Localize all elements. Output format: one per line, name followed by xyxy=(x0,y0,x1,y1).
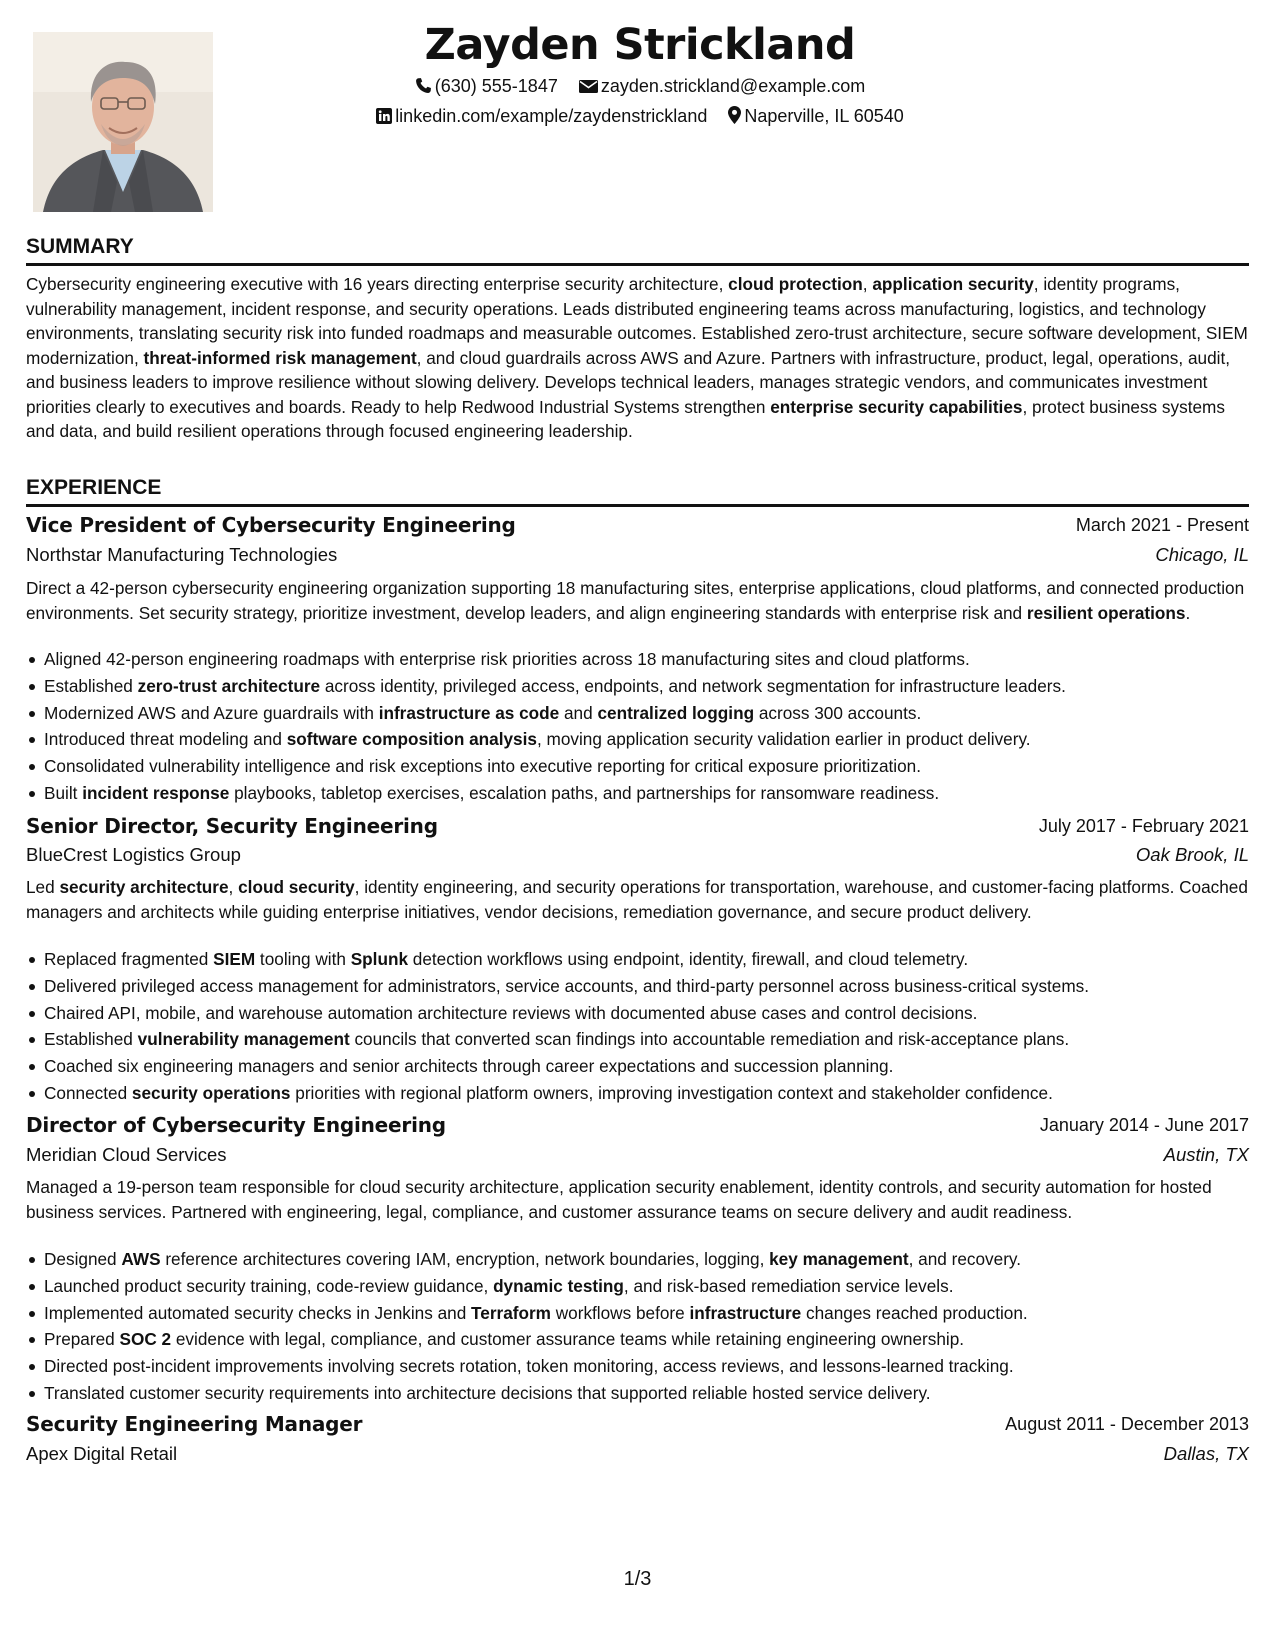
envelope-icon xyxy=(579,79,598,94)
job-location: Oak Brook, IL xyxy=(1135,844,1249,865)
job-location: Austin, TX xyxy=(1163,1144,1249,1165)
list-item: Connected security operations priorities with regional platform owners, improving investigation context and stakeholder confidence. xyxy=(26,1080,1248,1107)
job-title: Security Engineering Manager xyxy=(26,1412,363,1436)
linkedin-contact[interactable] xyxy=(376,106,707,127)
email-contact[interactable] xyxy=(579,76,865,97)
contact-line-1 xyxy=(240,76,1040,97)
location-contact xyxy=(728,106,903,127)
experience-heading: EXPERIENCE xyxy=(26,476,162,499)
list-item: Designed AWS reference architectures covering IAM, encryption, network boundaries, logging, key management, and recovery. xyxy=(26,1246,1248,1273)
profile-photo xyxy=(33,32,213,212)
list-item: Established vulnerability management councils that converted scan findings into accountable remediation and risk-acceptance plans. xyxy=(26,1026,1248,1053)
phone-icon xyxy=(415,77,432,94)
list-item: Coached six engineering managers and senior architects through career expectations and succession planning. xyxy=(26,1053,1248,1080)
email-address: zayden.strickland@example.com xyxy=(600,76,866,96)
job-bullets xyxy=(26,946,1248,1107)
list-item: Replaced fragmented SIEM tooling with Splunk detection workflows using endpoint, identity, firewall, and cloud telemetry. xyxy=(26,946,1248,973)
list-item: Modernized AWS and Azure guardrails with infrastructure as code and centralized logging across 300 accounts. xyxy=(26,700,1248,727)
summary-heading: SUMMARY xyxy=(26,235,134,258)
job-description: Managed a 19-person team responsible for cloud security architecture, application security enablement, identity controls, and security automation for hosted business services. Partnered with engineering, legal, compliance, and customer assurance teams on secure delivery and audit readiness. xyxy=(26,1177,1212,1222)
linkedin-url: linkedin.com/example/zaydenstrickland xyxy=(395,106,708,126)
location-text: Naperville, IL 60540 xyxy=(744,106,904,126)
job-title: Vice President of Cybersecurity Engineering xyxy=(26,513,516,537)
job-description: Led security architecture, cloud security, identity engineering, and security operations for transportation, warehouse, and customer-facing platforms. Coached managers and architects while guiding enterprise initiatives, vendor decisions, remediation governance, and secure product delivery. xyxy=(26,877,1248,922)
job-company: Northstar Manufacturing Technologies xyxy=(26,544,338,565)
job-title: Director of Cybersecurity Engineering xyxy=(26,1113,446,1137)
contact-line-2 xyxy=(240,106,1040,127)
list-item: Chaired API, mobile, and warehouse automation architecture reviews with documented abuse cases and control decisions. xyxy=(26,1000,1248,1027)
job-company: Meridian Cloud Services xyxy=(26,1144,227,1165)
summary-text: Cybersecurity engineering executive with 16 years directing enterprise security architecture, cloud protection, application security, identity programs, vulnerability management, incident response, and security operations. Leads distributed engineering teams across manufacturing, logistics, and technology environments, translating security risk into funded roadmaps and measurable outcomes. Established zero-trust architecture, secure software development, SIEM modernization, threat-informed risk management, and cloud guardrails across AWS and Azure. Partners with infrastructure, product, legal, operations, audit, and business leaders to improve resilience without slowing delivery. Develops technical leaders, manages strategic vendors, and communicates investment priorities clearly to executives and boards. Ready to help Redwood Industrial Systems strengthen enterprise security capabilities, protect business systems and data, and build resilient operations through focused engineering leadership. xyxy=(26,274,1248,441)
list-item: Consolidated vulnerability intelligence and risk exceptions into executive reporting for critical exposure prioritization. xyxy=(26,753,1248,780)
job-dates: March 2021 - Present xyxy=(1075,515,1249,535)
list-item: Translated customer security requirements into architecture decisions that supported reliable hosted service delivery. xyxy=(26,1380,1248,1407)
list-item: Introduced threat modeling and software composition analysis, moving application security validation earlier in product delivery. xyxy=(26,726,1248,753)
list-item: Delivered privileged access management for administrators, service accounts, and third-party personnel across business-critical systems. xyxy=(26,973,1248,1000)
job-bullets xyxy=(26,1246,1248,1407)
list-item: Established zero-trust architecture across identity, privileged access, endpoints, and network segmentation for infrastructure leaders. xyxy=(26,673,1248,700)
job-dates: January 2014 - June 2017 xyxy=(1039,1115,1249,1135)
job-title: Senior Director, Security Engineering xyxy=(26,814,438,838)
job-dates: July 2017 - February 2021 xyxy=(1038,816,1249,836)
linkedin-icon xyxy=(376,108,392,124)
job-company: BlueCrest Logistics Group xyxy=(26,844,241,865)
page-number: 1/3 xyxy=(623,1568,652,1590)
experience-divider xyxy=(26,504,1249,507)
list-item: Directed post-incident improvements involving secrets rotation, token monitoring, access reviews, and lessons-learned tracking. xyxy=(26,1353,1248,1380)
job-location: Chicago, IL xyxy=(1155,544,1249,565)
job-description: Direct a 42-person cybersecurity engineering organization supporting 18 manufacturing sites, enterprise applications, cloud platforms, and connected production environments. Set security strategy, prioritize investment, develop leaders, and align engineering standards with enterprise risk and resilient operations. xyxy=(26,578,1245,623)
list-item: Implemented automated security checks in Jenkins and Terraform workflows before infrastructure changes reached production. xyxy=(26,1300,1248,1327)
list-item: Built incident response playbooks, tabletop exercises, escalation paths, and partnerships for ransomware readiness. xyxy=(26,780,1248,807)
job-company: Apex Digital Retail xyxy=(26,1443,178,1464)
phone-number: (630) 555-1847 xyxy=(434,76,558,96)
job-bullets xyxy=(26,646,1248,807)
map-pin-icon xyxy=(728,106,741,124)
summary-divider xyxy=(26,263,1249,266)
list-item: Prepared SOC 2 evidence with legal, compliance, and customer assurance teams while retaining engineering ownership. xyxy=(26,1326,1248,1353)
candidate-name: Zayden Strickland xyxy=(424,20,856,70)
job-location: Dallas, TX xyxy=(1163,1443,1249,1464)
list-item: Launched product security training, code-review guidance, dynamic testing, and risk-based remediation service levels. xyxy=(26,1273,1248,1300)
phone-contact xyxy=(415,76,558,97)
list-item: Aligned 42-person engineering roadmaps with enterprise risk priorities across 18 manufacturing sites and cloud platforms. xyxy=(26,646,1248,673)
job-dates: August 2011 - December 2013 xyxy=(1005,1414,1249,1434)
